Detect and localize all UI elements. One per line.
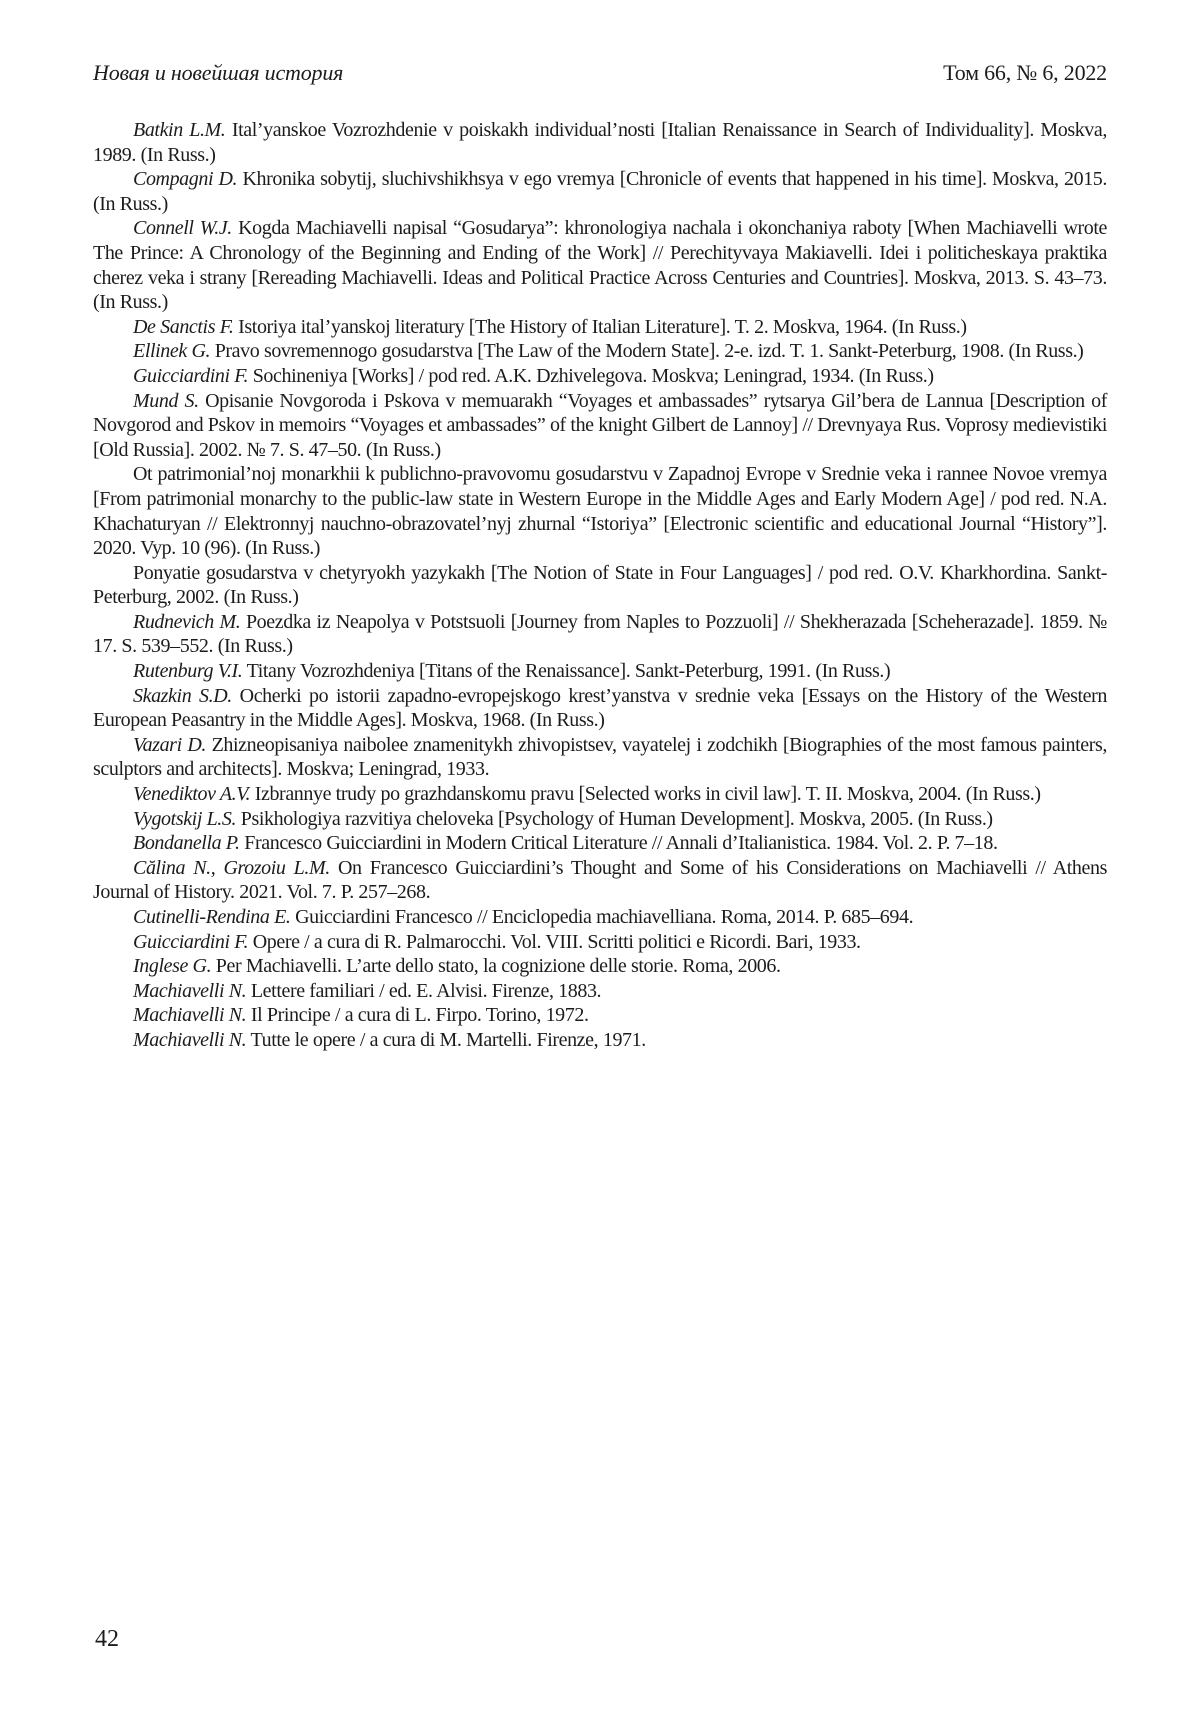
reference-author: Machiavelli N. [133,1028,247,1051]
reference-author: Inglese G. [133,955,212,978]
reference-text: Il Principe / a cura di L. Firpo. Torino, 1972. [246,1004,589,1027]
reference-text: Izbrannye trudy po grazhdanskomu pravu [Selected works in civil law]. T. II. Moskva, 2004. (In Russ.) [250,783,1041,806]
reference-text: Opisanie Novgoroda i Pskova v memuarakh “Voyages et ambassades” rytsarya Gil’bera de Lannua [Description of Novgorod and Pskov in memoirs “Voyages et ambassades” of the knight Gilbert de Lannoy] // Drevnyaya Rus. Voprosy medievistiki [Old Russia]. 2002. № 7. S. 47–50. (In Russ.) [93,389,1107,461]
reference-entry [93,610,1107,659]
reference-author: Connell W.J. [133,217,232,240]
reference-text: Zhizneopisaniya naibolee znamenitykh zhivopistsev, vayatelej i zodchikh [Biographies of the most famous painters, sculptors and architects]. Moskva; Leningrad, 1933. [93,733,1107,781]
reference-text: Opere / a cura di R. Palmarocchi. Vol. VIII. Scritti politici e Ricordi. Bari, 1933. [248,930,861,953]
reference-author: Bondanella P. [133,832,240,855]
reference-text: Kogda Machiavelli napisal “Gosudarya”: khronologiya nachala i okonchaniya raboty [When Machiavelli wrote The Prince: A Chronology of the Beginning and Ending of the Work] // Perechityvaya Makiavelli. Idei i politicheskaya praktika cherez veka i strany [Rereading Machiavelli. Ideas and Political Practice Across Centuries and Countries]. Moskva, 2013. S. 43–73. (In Russ.) [93,217,1107,314]
reference-text: Sochineniya [Works] / pod red. A.K. Dzhivelegova. Moskva; Leningrad, 1934. (In Russ.) [248,364,934,387]
reference-text: On Francesco Guicciardini’s Thought and Some of his Considerations on Machiavelli // Athens Journal of History. 2021. Vol. 7. P. 257–268. [93,856,1107,904]
journal-title: Новая и новейшая история [93,60,344,85]
reference-author: Machiavelli N. [133,1004,247,1027]
issue-info: Том 66, № 6, 2022 [943,60,1107,85]
reference-text: Ponyatie gosudarstva v chetyryokh yazykakh [The Notion of State in Four Languages] / pod red. O.V. Kharkhordina. Sankt-Peterburg, 2002. (In Russ.) [93,561,1107,609]
reference-entry [93,1003,1107,1028]
reference-author: Călina N., Grozoiu L.M. [133,856,330,879]
reference-author: Skazkin S.D. [133,684,232,707]
reference-entry [93,684,1107,733]
reference-text: Pravo sovremennogo gosudarstva [The Law of the Modern State]. 2-e. izd. T. 1. Sankt-Peterburg, 1908. (In Russ.) [210,340,1084,363]
page-header [93,60,1107,86]
page-number: 42 [95,1626,119,1652]
reference-author: Guicciardini F. [133,364,249,387]
reference-author: Rutenburg V.I. [133,660,243,683]
reference-author: De Sanctis F. [133,315,234,338]
reference-entry [93,216,1107,314]
reference-entry [93,930,1107,955]
reference-author: Batkin L.M. [133,119,226,141]
reference-text: Psikhologiya razvitiya cheloveka [Psychology of Human Development]. Moskva, 2005. (In Russ.) [236,807,993,830]
reference-entry [93,856,1107,905]
reference-entry [93,339,1107,364]
reference-author: Vygotskij L.S. [133,807,237,830]
reference-entry [93,659,1107,684]
reference-entry [93,807,1107,832]
reference-text: Ital’yanskoe Vozrozhdenie v poiskakh individual’nosti [Italian Renaissance in Search of Individuality]. Moskva, 1989. (In Russ.) [93,119,1107,166]
reference-entry [93,118,1107,167]
reference-author: Guicciardini F. [133,930,249,953]
reference-author: Mund S. [133,389,199,412]
reference-author: Cutinelli-Rendina E. [133,906,291,928]
reference-entry [93,462,1107,560]
reference-entry [93,315,1107,340]
reference-text: Ot patrimonial’noj monarkhii k publichno-pravovomu gosudarstvu v Zapadnoj Evrope v Srednie veka i rannee Novoe vremya [From patrimonial monarchy to the public-law state in Western Europe in the Middle Ages and Early Modern Age] / pod red. N.A. Khachaturyan // Elektronnyj nauchno-obrazovatel’nyj zhurnal “Istoriya” [Electronic scientific and educational Journal “History”]. 2020. Vyp. 10 (96). (In Russ.) [93,463,1107,560]
reference-text: Khronika sobytij, sluchivshikhsya v ego vremya [Chronicle of events that happened in his time]. Moskva, 2015. (In Russ.) [93,168,1107,215]
reference-text: Istoriya ital’yanskoj literatury [The History of Italian Literature]. T. 2. Moskva, 1964. (In Russ.) [233,315,967,338]
reference-text: Ocherki po istorii zapadno-evropejskogo krest’yanstva v srednie veka [Essays on the History of the Western European Peasantry in the Middle Ages]. Moskva, 1968. (In Russ.) [93,684,1107,732]
reference-author: Venediktov A.V. [133,783,251,806]
reference-entry [93,389,1107,463]
reference-author: Ellinek G. [133,340,211,363]
reference-author: Vazari D. [133,733,206,756]
reference-text: Guicciardini Francesco // Enciclopedia machiavelliana. Roma, 2014. P. 685–694. [290,906,914,928]
reference-entry [93,905,1107,930]
reference-author: Rudnevich M. [133,610,241,633]
reference-text: Titany Vozrozhdeniya [Titans of the Renaissance]. Sankt-Peterburg, 1991. (In Russ.) [242,660,891,683]
reference-entry [93,1028,1107,1053]
reference-author: Machiavelli N. [133,979,247,1002]
reference-text: Tutte le opere / a cura di M. Martelli. Firenze, 1971. [246,1028,646,1051]
reference-entry [93,167,1107,216]
reference-entry [93,364,1107,389]
reference-text: Poezdka iz Neapolya v Potstsuoli [Journey from Naples to Pozzuoli] // Shekherazada [Scheherazade]. 1859. № 17. S. 539–552. (In Russ.) [93,610,1107,658]
reference-entry [93,733,1107,782]
reference-entry [93,561,1107,610]
references-list [93,118,1107,1053]
reference-entry [93,831,1107,856]
reference-text: Lettere familiari / ed. E. Alvisi. Firenze, 1883. [246,979,602,1002]
reference-text: Francesco Guicciardini in Modern Critical Literature // Annali d’Italianistica. 1984. Vol. 2. P. 7–18. [239,832,998,855]
reference-text: Per Machiavelli. L’arte dello stato, la cognizione delle storie. Roma, 2006. [211,955,781,978]
reference-entry [93,782,1107,807]
reference-entry [93,954,1107,979]
reference-author: Compagni D. [133,168,238,191]
reference-entry [93,979,1107,1004]
